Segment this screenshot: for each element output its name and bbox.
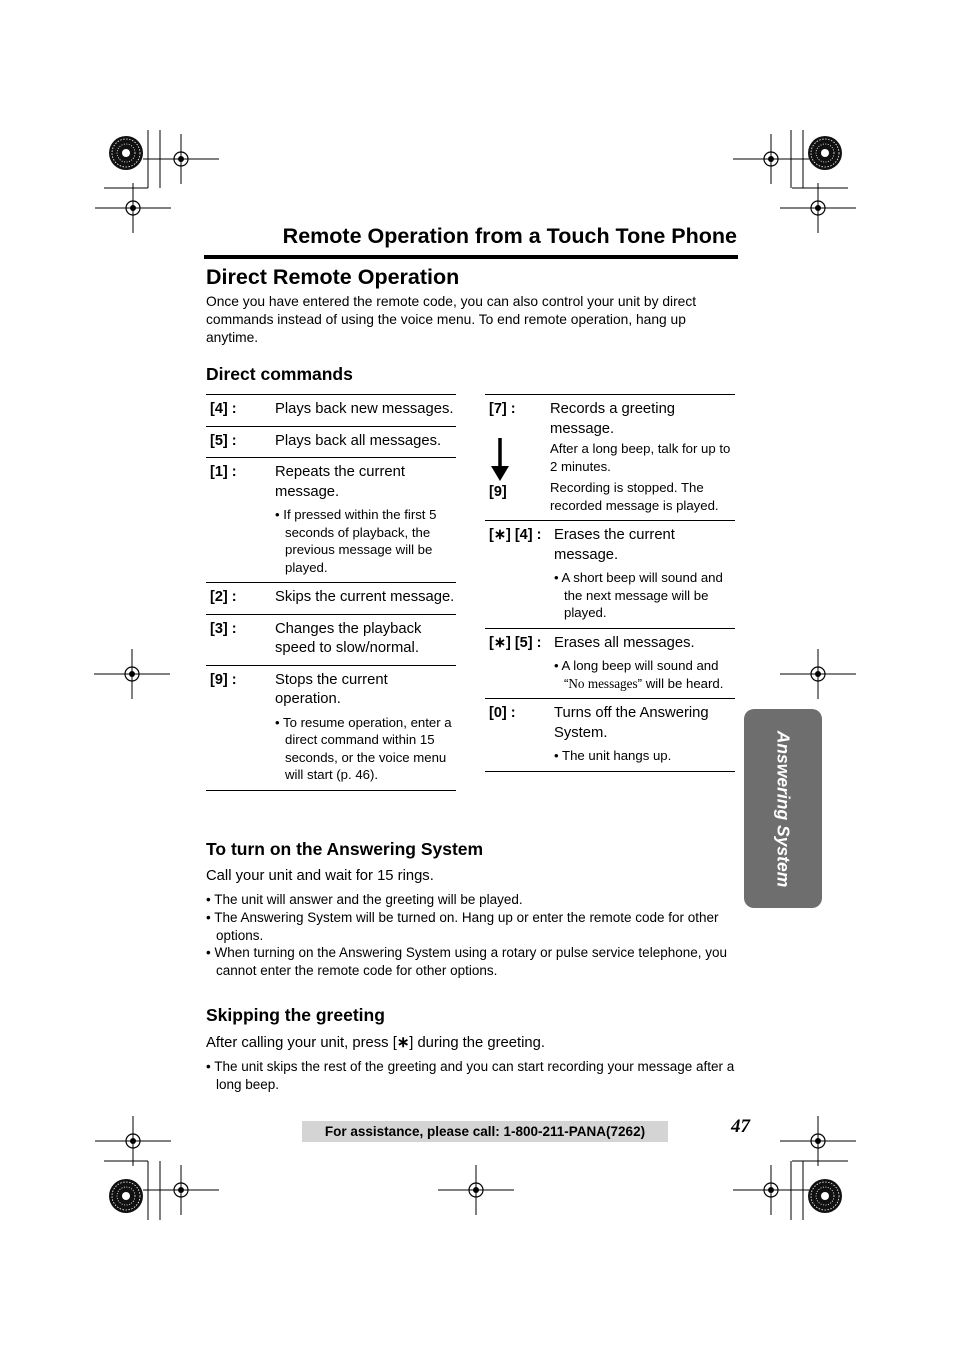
section-title: Direct Remote Operation xyxy=(206,265,460,289)
left-command-table xyxy=(206,394,456,791)
command-desc: Records a greeting message. xyxy=(550,401,676,437)
title-rule xyxy=(204,255,738,259)
command-key: [∗] [5] : xyxy=(489,634,542,651)
command-note: After a long beep, talk for up to 2 minutes. xyxy=(550,441,731,474)
command-row xyxy=(206,458,456,583)
command-key: [0] : xyxy=(489,705,516,721)
command-key: [2] : xyxy=(210,589,237,605)
command-key: [1] : xyxy=(210,464,237,480)
command-note: • A long beep will sound and “No messages” will be heard. xyxy=(554,658,724,691)
arrow-down-icon xyxy=(490,438,510,482)
command-row xyxy=(206,583,456,615)
command-row-record xyxy=(485,395,735,521)
command-row xyxy=(485,521,735,629)
turn-on-intro: Call your unit and wait for 15 rings. xyxy=(206,868,434,884)
command-row xyxy=(206,666,456,791)
intro-paragraph: Once you have entered the remote code, you can also control your unit by direct commands instead of using the voice menu. To end remote operation, hang up anytime. xyxy=(206,294,697,345)
command-note: Recording is stopped. The recorded message is played. xyxy=(550,480,719,513)
command-note: • The unit hangs up. xyxy=(554,748,672,763)
page-title: Remote Operation from a Touch Tone Phone xyxy=(282,224,737,248)
direct-commands-heading: Direct commands xyxy=(206,364,353,384)
command-desc: Plays back new messages. xyxy=(275,401,454,417)
command-desc: Turns off the Answering System. xyxy=(554,705,709,741)
command-key: [7] : xyxy=(489,401,516,417)
command-desc: Erases all messages. xyxy=(554,634,695,651)
side-tab-label: Answering System xyxy=(773,730,794,888)
command-key: [9] : xyxy=(210,671,237,688)
command-desc: Repeats the current message. xyxy=(275,464,405,500)
turn-on-heading: To turn on the Answering System xyxy=(206,839,484,859)
page-number: 47 xyxy=(731,1116,750,1137)
command-row xyxy=(485,629,735,700)
command-desc: Plays back all messages. xyxy=(275,432,442,449)
list-item: • When turning on the Answering System using a rotary or pulse service telephone, you cannot enter the remote code for other options. xyxy=(206,945,728,979)
command-row xyxy=(206,615,456,666)
command-note: • To resume operation, enter a direct command within 15 seconds, or the voice menu will start (p. 46). xyxy=(275,714,452,782)
skipping-bullets xyxy=(206,1058,736,1094)
command-note: • If pressed within the first 5 seconds of playback, the previous message will be played. xyxy=(275,507,437,575)
command-row xyxy=(206,427,456,459)
command-row xyxy=(206,395,456,427)
command-desc: Stops the current operation. xyxy=(275,671,388,707)
command-key: [5] : xyxy=(210,432,237,449)
command-key: [∗] [4] : xyxy=(489,527,542,543)
command-key: [4] : xyxy=(210,401,237,417)
command-note: • A short beep will sound and the next message will be played. xyxy=(554,570,723,620)
turn-on-bullets xyxy=(206,891,736,980)
assistance-footer: For assistance, please call: 1-800-211-PANA(7262) xyxy=(302,1121,668,1142)
command-desc: Erases the current message. xyxy=(554,527,675,563)
right-command-table xyxy=(485,394,735,772)
skipping-heading: Skipping the greeting xyxy=(206,1005,385,1025)
list-item: • The unit will answer and the greeting will be played. xyxy=(206,892,523,907)
list-item: • The Answering System will be turned on. Hang up or enter the remote code for other options. xyxy=(206,909,719,943)
list-item: • The unit skips the rest of the greeting and you can start recording your message after a long beep. xyxy=(206,1059,735,1092)
command-key-end: [9] xyxy=(489,484,507,500)
skipping-intro: After calling your unit, press [∗] during the greeting. xyxy=(206,1035,545,1051)
side-tab xyxy=(744,709,822,908)
command-desc: Changes the playback speed to slow/normal. xyxy=(275,620,422,656)
command-desc: Skips the current message. xyxy=(275,589,455,605)
command-row xyxy=(485,699,735,772)
command-key: [3] : xyxy=(210,620,237,637)
